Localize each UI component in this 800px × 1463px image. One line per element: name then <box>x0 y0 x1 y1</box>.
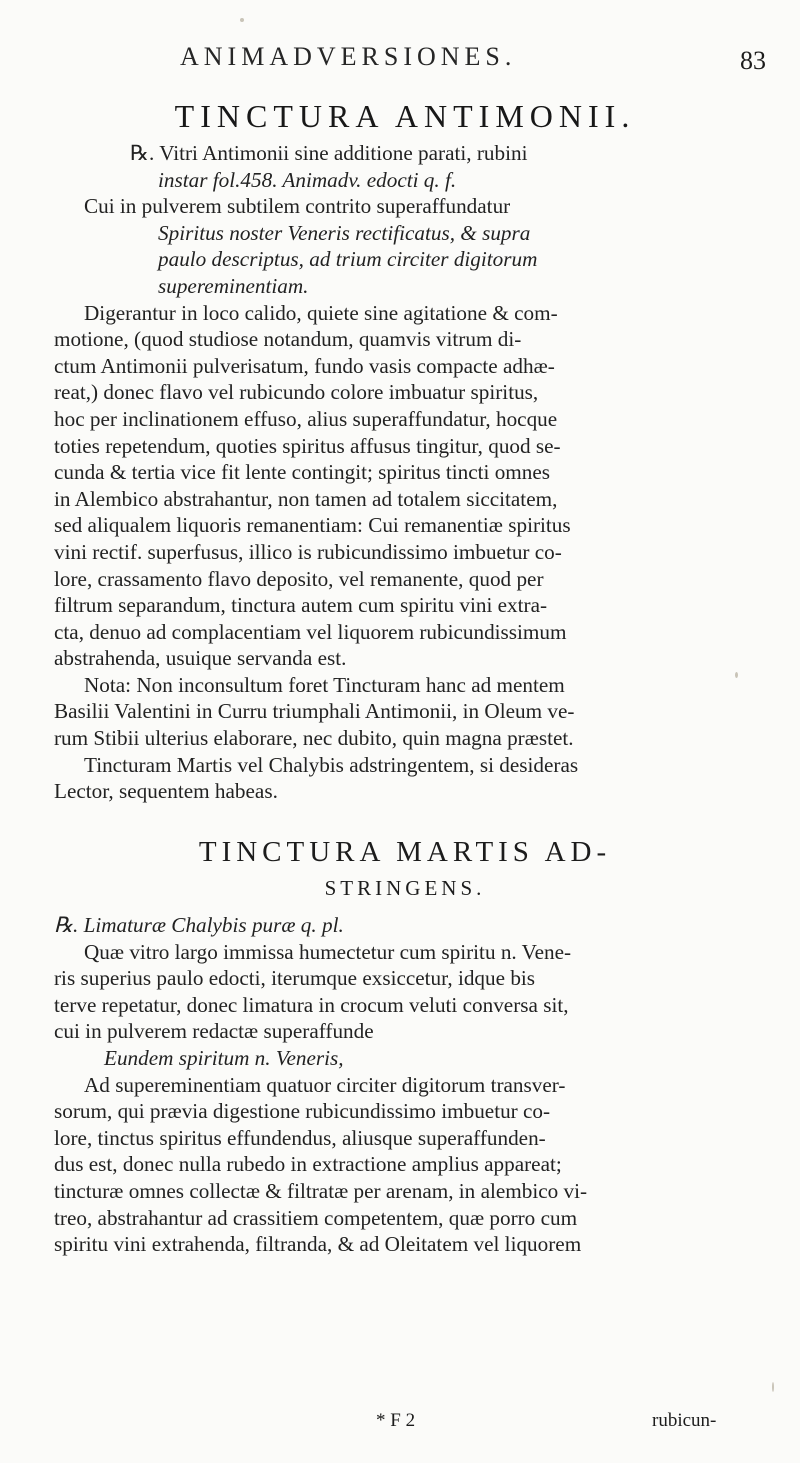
text-line: Basilii Valentini in Curru triumphali Antimonii, in Oleum ve- <box>54 699 575 724</box>
paper-speck <box>772 1382 774 1392</box>
paper-speck <box>240 18 244 22</box>
text-line: Ad supereminentiam quatuor circiter digitorum transver- <box>84 1072 566 1097</box>
text-line: rum Stibii ulterius elaborare, nec dubito, quin magna præstet. <box>54 726 574 751</box>
text-line: lore, tinctus spiritus effundendus, aliusque superaffunden- <box>54 1125 546 1150</box>
section-title-tinctura-martis: TINCTURA MARTIS AD- <box>198 836 612 868</box>
text-line: cta, denuo ad complacentiam vel liquorem rubicundissimum <box>54 619 567 644</box>
signature-mark: * F 2 <box>376 1410 416 1431</box>
text-line: ris superius paulo edocti, iterumque exsiccetur, idque bis <box>54 966 536 991</box>
text-line: cunda & tertia vice fit lente contingit; spiritus tincti omnes <box>54 460 551 485</box>
text-line: Quæ vitro largo immissa humectetur cum spiritu n. Vene- <box>84 939 572 964</box>
text-line: Lector, sequentem habeas. <box>54 779 278 804</box>
text-line: Cui in pulverem subtilem contrito superaffundatur <box>84 194 511 219</box>
text-line: Digerantur in loco calido, quiete sine agitatione & com- <box>84 300 558 325</box>
text-line: supereminentiam. <box>158 273 309 298</box>
text-line: toties repetendum, quoties spiritus affusus tingitur, quod se- <box>54 433 561 458</box>
page-number: 83 <box>740 46 766 75</box>
paper-speck <box>735 672 738 678</box>
text-line: dus est, donec nulla rubedo in extractione amplius appareat; <box>54 1152 562 1177</box>
text-line: ℞. Vitri Antimonii sine additione parati, rubini <box>130 141 528 165</box>
text-line: sorum, qui prævia digestione rubicundissimo imbuetur co- <box>54 1099 551 1124</box>
text-line: Spiritus noster Veneris rectificatus, & supra <box>158 220 531 245</box>
text-line: cui in pulverem redactæ superaffunde <box>54 1019 374 1044</box>
section-subtitle: STRINGENS. <box>324 876 486 900</box>
text-line: paulo descriptus, ad trium circiter digitorum <box>158 247 538 272</box>
section-body-martis <box>54 912 754 1258</box>
text-line: spiritu vini extrahenda, filtranda, & ad Oleitatem vel liquorem <box>54 1232 582 1257</box>
text-line: hoc per inclinationem effuso, alius superaffundatur, hocque <box>54 406 558 431</box>
text-line: terve repetatur, donec limatura in crocum veluti conversa sit, <box>54 992 569 1017</box>
text-line: vini rectif. superfusus, illico is rubicundissimo imbuetur co- <box>54 539 562 564</box>
text-line: Nota: Non inconsultum foret Tincturam hanc ad mentem <box>84 672 565 697</box>
section-body-antimonii <box>54 140 754 805</box>
text-line: Tincturam Martis vel Chalybis adstringentem, si desideras <box>84 752 579 777</box>
text-line: tincturæ omnes collectæ & filtratæ per arenam, in alembico vi- <box>54 1178 588 1203</box>
text-line: sed aliqualem liquoris remanentiam: Cui remanentiæ spiritus <box>54 513 571 538</box>
running-head: ANIMADVERSIONES. <box>180 42 517 71</box>
page-footer <box>54 1410 754 1434</box>
text-line: filtrum separandum, tinctura autem cum spiritu vini extra- <box>54 593 548 618</box>
text-line: lore, crassamento flavo deposito, vel remanente, quod per <box>54 566 544 591</box>
text-line: treo, abstrahantur ad crassitiem competentem, quæ porro cum <box>54 1205 578 1230</box>
text-line: ℞. Limaturæ Chalybis puræ q. pl. <box>54 913 344 937</box>
text-line: motione, (quod studiose notandum, quamvis vitrum di- <box>54 327 522 352</box>
text-line: abstrahenda, usuique servanda est. <box>54 646 347 671</box>
catchword: rubicun- <box>652 1410 717 1431</box>
text-line: in Alembico abstrahantur, non tamen ad totalem siccitatem, <box>54 486 558 511</box>
text-line: ctum Antimonii pulverisatum, fundo vasis compacte adhæ- <box>54 353 555 378</box>
section-title-tinctura-antimonii: TINCTURA ANTIMONII. <box>174 98 636 134</box>
text-line: instar fol.458. Animadv. edocti q. f. <box>158 167 457 192</box>
text-line: reat,) donec flavo vel rubicundo colore imbuatur spiritus, <box>54 380 539 405</box>
text-line: Eundem spiritum n. Veneris, <box>104 1045 344 1070</box>
